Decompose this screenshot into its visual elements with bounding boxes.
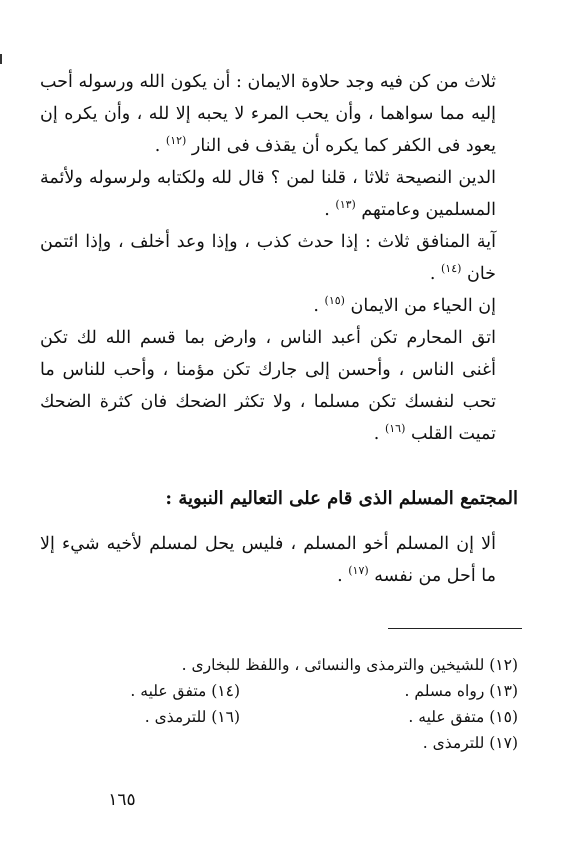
hadith-paragraph-3: [40, 226, 518, 290]
footnote-15: (١٥) متفق عليه .: [408, 708, 518, 726]
footnote-13: (١٣) رواه مسلم .: [404, 682, 518, 700]
hadith-text-block: [40, 66, 518, 450]
hadith-text-1: ثلاث من كن فيه وجد حلاوة الايمان : أن يكون الله ورسوله أحب إليه مما سواهما ، وأن يحب المرء لا يحبه إلا لله ، وأن يكره إن يعود فى الكفر كما يكره أن يقذف فى النار: [40, 72, 496, 156]
hadith-text-6: ألا إن المسلم أخو المسلم ، فليس يحل لمسلم لأخيه شيء إلا ما أحل من نفسه: [40, 534, 496, 586]
footnote-ref-15: (١٥): [324, 294, 345, 308]
footnote-ref-14: (١٤): [440, 262, 462, 276]
hadith-end-4: .: [313, 296, 319, 316]
page-edge-mark: [0, 54, 6, 64]
footnotes-block: [40, 652, 518, 756]
hadith-paragraph-5: [40, 322, 518, 450]
hadith-paragraph-4: [40, 290, 518, 322]
hadith-text-2: الدين النصيحة ثلاثا ، قلنا لمن ؟ قال لله ولكتابه ولرسوله ولأئمة المسلمين وعامتهم: [40, 168, 496, 220]
footnote-ref-13: (١٣): [335, 198, 356, 212]
hadith-text-3: آية المنافق ثلاث : إذا حدث كذب ، وإذا وعد أخلف ، وإذا ائتمن خان: [40, 232, 496, 284]
footnote-16: (١٦) للترمذى .: [144, 708, 240, 726]
footnote-row-13-14: [40, 678, 518, 704]
footnote-17: (١٧) للترمذى .: [422, 734, 518, 752]
hadith-paragraph-6: [40, 528, 518, 592]
footnote-ref-17: (١٧): [348, 564, 369, 578]
hadith-text-4: إن الحياء من الايمان: [350, 296, 496, 316]
footnote-ref-16: (١٦): [384, 422, 406, 436]
section-text-block: [40, 528, 518, 592]
hadith-paragraph-2: [40, 162, 518, 226]
hadith-end-1: .: [154, 136, 161, 156]
hadith-paragraph-1: [40, 66, 518, 162]
hadith-end-6: .: [337, 566, 343, 586]
page-number: ١٦٥: [108, 790, 136, 810]
footnote-ref-12: (١٢): [165, 134, 187, 148]
hadith-end-5: .: [373, 424, 380, 444]
footnote-14: (١٤) متفق عليه .: [130, 682, 240, 700]
section-heading: المجتمع المسلم الذى قام على التعاليم النبوية :: [165, 488, 518, 509]
hadith-end-2: .: [324, 200, 330, 220]
footnote-12: (١٢) للشيخين والترمذى والنسائى ، واللفظ للبخارى .: [181, 656, 518, 674]
hadith-text-5: اتق المحارم تكن أعبد الناس ، وارض بما قسم الله لك تكن أغنى الناس ، وأحسن إلى جارك تكن مؤمنا ، وأحب للناس ما تحب لنفسك تكن مسلما ، ولا تكثر الضحك فان كثرة الضحك تميت القلب: [40, 328, 496, 444]
hadith-end-3: .: [429, 264, 436, 284]
footnote-separator: [388, 628, 522, 629]
footnote-row-15-16: [40, 704, 518, 730]
